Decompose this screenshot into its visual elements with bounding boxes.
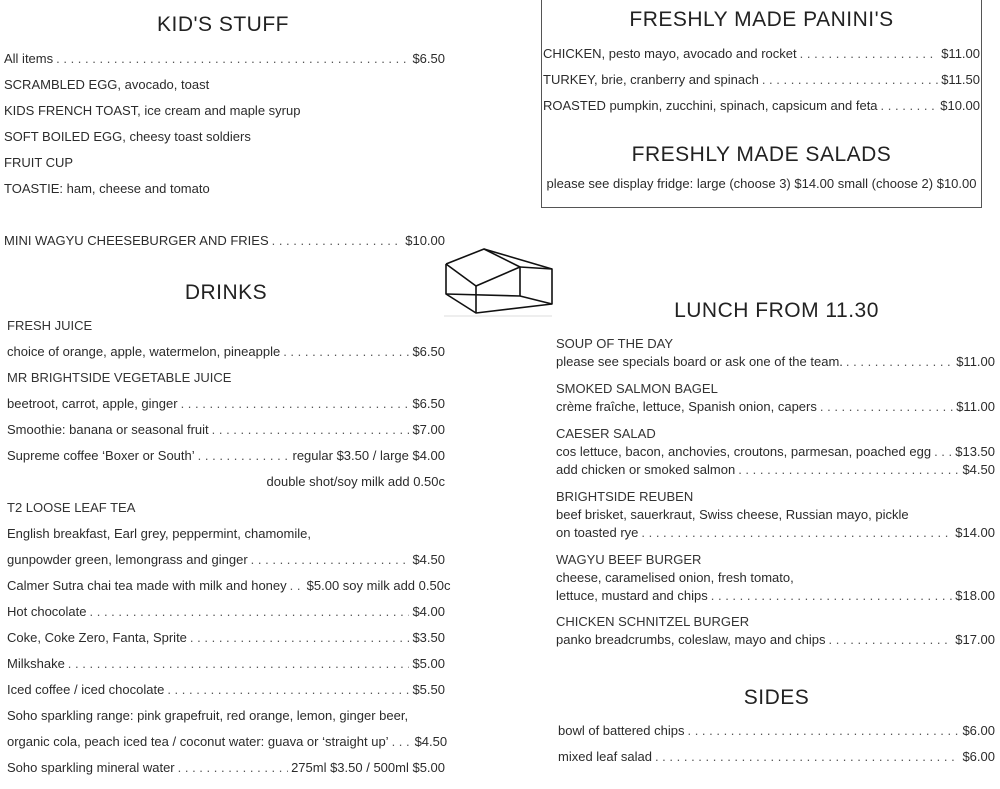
drink-item: Milkshake . . . $5.00 bbox=[7, 656, 445, 672]
drink-item: Supreme coffee ‘Boxer or South’ . . . regular $3.50 / large $4.00 bbox=[7, 448, 445, 464]
sides-heading: SIDES bbox=[743, 686, 810, 709]
lunch-item-line: cheese, caramelised onion, fresh tomato, bbox=[556, 570, 794, 585]
kids-heading: KID'S STUFF bbox=[156, 13, 289, 36]
salads-heading: FRESHLY MADE SALADS bbox=[631, 143, 892, 166]
drink-item: Smoothie: banana or seasonal fruit . . . $7.00 bbox=[7, 422, 445, 438]
kids-item: TOASTIE: ham, cheese and tomato bbox=[4, 181, 210, 196]
coffee-note: double shot/soy milk add 0.50c bbox=[266, 474, 445, 489]
lunch-heading: LUNCH FROM 11.30 bbox=[674, 299, 879, 322]
lunch-item: crème fraîche, lettuce, Spanish onion, capers . . . $11.00 bbox=[556, 399, 995, 415]
lunch-item: panko breadcrumbs, coleslaw, mayo and chips . . . $17.00 bbox=[556, 632, 995, 648]
drink-item: Soho sparkling mineral water . . . 275ml $3.50 / 500ml $5.00 bbox=[7, 760, 445, 775]
drink-item: Coke, Coke Zero, Fanta, Sprite . . . $3.50 bbox=[7, 630, 445, 646]
lunch-item-label: SMOKED SALMON BAGEL bbox=[556, 381, 718, 396]
veg-juice-label: MR BRIGHTSIDE VEGETABLE JUICE bbox=[7, 370, 232, 385]
panini-heading: FRESHLY MADE PANINI'S bbox=[629, 8, 894, 31]
lunch-item: on toasted rye . . . $14.00 bbox=[556, 525, 995, 541]
fresh-juice-label: FRESH JUICE bbox=[7, 318, 93, 333]
drink-item: Calmer Sutra chai tea made with milk and honey . . . $5.00 soy milk add 0.50c bbox=[7, 578, 445, 594]
lunch-item: lettuce, mustard and chips . . . $18.00 bbox=[556, 588, 995, 604]
drink-item: organic cola, peach iced tea / coconut water: guava or ‘straight up’ . . . $4.50 bbox=[7, 734, 445, 750]
kids-burger: MINI WAGYU CHEESEBURGER AND FRIES . . . $10.00 bbox=[4, 233, 445, 249]
lunch-item-label: CHICKEN SCHNITZEL BURGER bbox=[556, 614, 750, 629]
lunch-item-label: BRIGHTSIDE REUBEN bbox=[556, 489, 694, 504]
kids-item: SCRAMBLED EGG, avocado, toast bbox=[4, 77, 210, 92]
panini-item: ROASTED pumpkin, zucchini, spinach, capsicum and feta . . . $10.00 bbox=[543, 98, 980, 114]
lunch-item-label: CAESER SALAD bbox=[556, 426, 656, 441]
drink-item: choice of orange, apple, watermelon, pineapple . . . $6.50 bbox=[7, 344, 445, 360]
panini-item: CHICKEN, pesto mayo, avocado and rocket . . . $11.00 bbox=[543, 46, 980, 62]
drink-item: Hot chocolate . . . $4.00 bbox=[7, 604, 445, 620]
kids-all-items: All items . . . $6.50 bbox=[4, 51, 445, 67]
kids-item: FRUIT CUP bbox=[4, 155, 74, 170]
kids-item: SOFT BOILED EGG, cheesy toast soldiers bbox=[4, 129, 251, 144]
kids-item: KIDS FRENCH TOAST, ice cream and maple syrup bbox=[4, 103, 301, 118]
drink-item: beetroot, carrot, apple, ginger . . . $6.50 bbox=[7, 396, 445, 412]
soho-line: Soho sparkling range: pink grapefruit, red orange, lemon, ginger beer, bbox=[7, 708, 409, 723]
lunch-item: please see specials board or ask one of the team. . . . $11.00 bbox=[556, 354, 995, 370]
house-outline-logo-icon bbox=[444, 246, 554, 318]
lunch-item-label: SOUP OF THE DAY bbox=[556, 336, 674, 351]
lunch-item: cos lettuce, bacon, anchovies, croutons, parmesan, poached egg . . . $13.50 bbox=[556, 444, 995, 460]
side-item: bowl of battered chips . . . $6.00 bbox=[558, 723, 995, 739]
lunch-item-extra: add chicken or smoked salmon . . . $4.50 bbox=[556, 462, 995, 478]
side-item: mixed leaf salad . . . $6.00 bbox=[558, 749, 995, 765]
drink-item: gunpowder green, lemongrass and ginger . . . $4.50 bbox=[7, 552, 445, 568]
tea-label: T2 LOOSE LEAF TEA bbox=[7, 500, 136, 515]
salads-note: please see display fridge: large (choose 3) $14.00 small (choose 2) $10.00 bbox=[546, 176, 977, 191]
lunch-item-line: beef brisket, sauerkraut, Swiss cheese, Russian mayo, pickle bbox=[556, 507, 909, 522]
drinks-heading: DRINKS bbox=[184, 281, 268, 304]
tea-line: English breakfast, Earl grey, peppermint, chamomile, bbox=[7, 526, 311, 541]
drink-item: Iced coffee / iced chocolate . . . $5.50 bbox=[7, 682, 445, 698]
panini-item: TURKEY, brie, cranberry and spinach . . . $11.50 bbox=[543, 72, 980, 88]
lunch-item-label: WAGYU BEEF BURGER bbox=[556, 552, 702, 567]
